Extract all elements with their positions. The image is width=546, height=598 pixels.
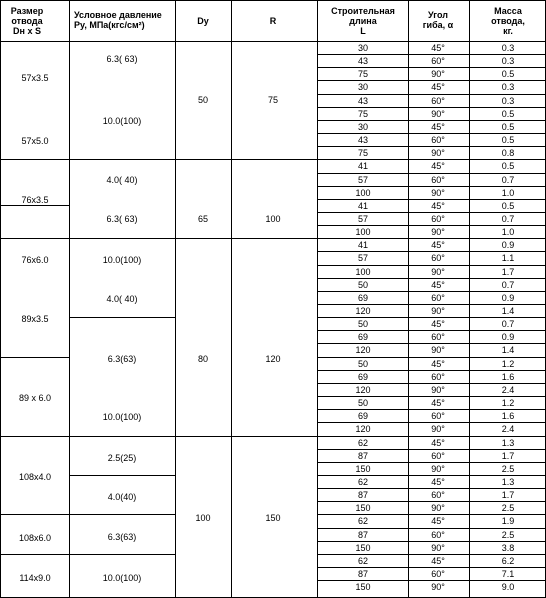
angle-cell: 90°	[431, 227, 445, 238]
row-divider	[317, 554, 546, 555]
row-divider	[317, 370, 546, 371]
mass-cell: 1.4	[501, 345, 515, 356]
angle-cell: 45°	[431, 200, 445, 211]
angle-cell: 60°	[431, 95, 445, 106]
length-cell: 69	[357, 411, 369, 422]
row-divider	[317, 541, 546, 542]
mass-cell: 1.7	[501, 266, 515, 277]
row-divider	[317, 567, 546, 568]
length-cell: 120	[355, 345, 371, 356]
angle-cell: 60°	[431, 213, 445, 224]
row-divider	[317, 343, 546, 344]
angle-cell: 45°	[431, 398, 445, 409]
angle-cell: 60°	[431, 332, 445, 343]
size-label: 57x5.0	[21, 136, 49, 146]
size-label: 108x4.0	[18, 472, 52, 482]
angle-cell: 45°	[431, 319, 445, 330]
row-divider	[317, 304, 546, 305]
length-cell: 41	[357, 200, 369, 211]
pressure-label: 10.0(100)	[102, 255, 142, 265]
length-cell: 100	[355, 266, 371, 277]
angle-cell: 45°	[431, 240, 445, 251]
pressure-label: 4.0( 40)	[106, 294, 138, 304]
length-cell: 120	[355, 424, 371, 435]
r-label: 75	[267, 95, 279, 105]
angle-cell: 45°	[431, 476, 445, 487]
row-divider	[317, 330, 546, 331]
mass-cell: 2.5	[501, 529, 515, 540]
row-divider	[317, 357, 546, 358]
row-divider	[317, 251, 546, 252]
r-label: 150	[265, 513, 281, 523]
length-cell: 30	[357, 121, 369, 132]
mass-cell: 6.2	[501, 555, 515, 566]
header-angle: Угол гиба, α	[422, 10, 454, 30]
size-label: 89x3.5	[21, 314, 49, 324]
length-cell: 150	[355, 542, 371, 553]
angle-cell: 60°	[431, 253, 445, 264]
length-cell: 57	[357, 213, 369, 224]
column-divider	[175, 0, 176, 598]
length-cell: 50	[357, 358, 369, 369]
length-cell: 62	[357, 437, 369, 448]
dy-label: 65	[197, 214, 209, 224]
row-divider	[317, 488, 546, 489]
length-cell: 87	[357, 569, 369, 579]
length-cell: 75	[357, 108, 369, 119]
mass-cell: 1.1	[501, 253, 515, 264]
angle-cell: 90°	[431, 187, 445, 198]
length-cell: 69	[357, 371, 369, 382]
pressure-label: 10.0(100)	[102, 573, 142, 583]
row-divider	[317, 514, 546, 515]
pressure-label: 2.5(25)	[107, 453, 137, 463]
row-divider	[317, 80, 546, 81]
row-divider	[317, 462, 546, 463]
pressure-label: 6.3( 63)	[106, 54, 138, 64]
mass-cell: 0.9	[501, 332, 515, 343]
mass-cell: 1.2	[501, 358, 515, 369]
length-cell: 87	[357, 490, 369, 501]
mass-cell: 2.4	[501, 424, 515, 435]
mass-cell: 1.6	[501, 411, 515, 422]
length-cell: 43	[357, 56, 369, 67]
angle-cell: 60°	[431, 371, 445, 382]
angle-cell: 90°	[431, 424, 445, 435]
size-label: 57x3.5	[21, 73, 49, 83]
mass-cell: 0.7	[501, 174, 515, 185]
row-divider	[317, 212, 546, 213]
dy-label: 50	[197, 95, 209, 105]
row-divider	[317, 107, 546, 108]
pressure-label: 6.3(63)	[107, 532, 137, 542]
mass-cell: 0.9	[501, 240, 515, 251]
r-label: 100	[265, 214, 281, 224]
length-cell: 75	[357, 69, 369, 80]
angle-cell: 90°	[431, 266, 445, 277]
mass-cell: 1.2	[501, 398, 515, 409]
row-divider	[317, 409, 546, 410]
mass-cell: 1.3	[501, 437, 515, 448]
group-divider	[69, 475, 175, 476]
row-divider	[317, 265, 546, 266]
mass-cell: 0.3	[501, 95, 515, 106]
length-cell: 30	[357, 82, 369, 93]
pressure-label: 4.0(40)	[107, 492, 137, 502]
pressure-label: 10.0(100)	[102, 412, 142, 422]
angle-cell: 45°	[431, 358, 445, 369]
length-cell: 120	[355, 384, 371, 395]
row-divider	[317, 396, 546, 397]
pressure-label: 6.3( 63)	[106, 214, 138, 224]
group-divider	[0, 514, 175, 515]
mass-cell: 0.5	[501, 69, 515, 80]
row-divider	[317, 449, 546, 450]
length-cell: 150	[355, 463, 371, 474]
row-divider	[317, 120, 546, 121]
length-cell: 41	[357, 240, 369, 251]
mass-cell: 0.8	[501, 148, 515, 159]
length-cell: 50	[357, 279, 369, 290]
header-dy: Dy	[197, 16, 209, 26]
row-divider	[317, 54, 546, 55]
mass-cell: 2.5	[501, 463, 515, 474]
angle-cell: 60°	[431, 529, 445, 540]
dy-label: 80	[197, 354, 209, 364]
column-divider	[69, 0, 70, 598]
column-divider	[408, 0, 409, 598]
mass-cell: 1.4	[501, 306, 515, 316]
mass-cell: 2.5	[501, 503, 515, 514]
group-divider	[0, 554, 175, 555]
length-cell: 62	[357, 476, 369, 487]
angle-cell: 90°	[431, 503, 445, 514]
angle-cell: 90°	[431, 463, 445, 474]
length-cell: 57	[357, 253, 369, 264]
row-divider	[317, 159, 546, 160]
dy-label: 100	[195, 513, 211, 523]
size-label: 76x6.0	[21, 255, 49, 265]
mass-cell: 1.6	[501, 371, 515, 382]
header-pressure: Условное давление Pу, МПа(кгс/см²)	[74, 10, 162, 30]
length-cell: 100	[355, 227, 371, 238]
row-divider	[317, 422, 546, 423]
mass-cell: 3.8	[501, 542, 515, 553]
angle-cell: 60°	[431, 56, 445, 67]
column-divider	[317, 0, 318, 598]
angle-cell: 45°	[431, 43, 445, 53]
mass-cell: 1.9	[501, 516, 515, 527]
row-divider	[317, 238, 546, 239]
row-divider	[317, 291, 546, 292]
size-label: 108x6.0	[18, 533, 52, 543]
header-divider	[0, 41, 546, 42]
angle-cell: 60°	[431, 450, 445, 461]
mass-cell: 0.5	[501, 161, 515, 172]
length-cell: 50	[357, 398, 369, 409]
group-divider	[175, 238, 317, 239]
column-divider	[0, 0, 1, 598]
column-divider	[469, 0, 470, 598]
length-cell: 120	[355, 306, 371, 316]
angle-cell: 45°	[431, 161, 445, 172]
row-divider	[317, 173, 546, 174]
length-cell: 69	[357, 332, 369, 343]
mass-cell: 1.0	[501, 227, 515, 238]
length-cell: 57	[357, 174, 369, 185]
length-cell: 150	[355, 503, 371, 514]
row-divider	[317, 146, 546, 147]
length-cell: 43	[357, 135, 369, 146]
mass-cell: 7.1	[501, 569, 515, 579]
angle-cell: 45°	[431, 121, 445, 132]
length-cell: 50	[357, 319, 369, 330]
row-divider	[317, 528, 546, 529]
group-divider	[0, 205, 69, 206]
row-divider	[317, 199, 546, 200]
group-divider	[0, 159, 175, 160]
row-divider	[317, 225, 546, 226]
header-r: R	[269, 16, 277, 26]
length-cell: 75	[357, 148, 369, 159]
length-cell: 62	[357, 555, 369, 566]
group-divider	[175, 159, 317, 160]
header-size: Размер отвода Dн x S	[10, 6, 44, 36]
pressure-label: 10.0(100)	[102, 116, 142, 126]
angle-cell: 45°	[431, 82, 445, 93]
mass-cell: 0.5	[501, 108, 515, 119]
angle-cell: 60°	[431, 135, 445, 146]
group-divider	[69, 317, 175, 318]
length-cell: 87	[357, 529, 369, 540]
mass-cell: 0.7	[501, 213, 515, 224]
row-divider	[317, 580, 546, 581]
angle-cell: 90°	[431, 345, 445, 356]
angle-cell: 45°	[431, 279, 445, 290]
angle-cell: 60°	[431, 569, 445, 579]
angle-cell: 45°	[431, 555, 445, 566]
angle-cell: 60°	[431, 411, 445, 422]
mass-cell: 0.5	[501, 121, 515, 132]
mass-cell: 0.3	[501, 82, 515, 93]
angle-cell: 45°	[431, 437, 445, 448]
row-divider	[317, 278, 546, 279]
row-divider	[317, 94, 546, 95]
mass-cell: 9.0	[501, 582, 515, 593]
mass-cell: 2.4	[501, 384, 515, 395]
angle-cell: 60°	[431, 292, 445, 303]
group-divider	[0, 357, 69, 358]
mass-cell: 0.3	[501, 56, 515, 67]
group-divider	[175, 436, 317, 437]
length-cell: 87	[357, 450, 369, 461]
angle-cell: 90°	[431, 148, 445, 159]
size-label: 89 x 6.0	[18, 393, 52, 403]
header-length: Строительная длина L	[331, 6, 395, 36]
length-cell: 43	[357, 95, 369, 106]
mass-cell: 0.5	[501, 135, 515, 146]
angle-cell: 60°	[431, 490, 445, 501]
length-cell: 41	[357, 161, 369, 172]
mass-cell: 0.5	[501, 200, 515, 211]
length-cell: 69	[357, 292, 369, 303]
row-divider	[317, 67, 546, 68]
length-cell: 100	[355, 187, 371, 198]
row-divider	[317, 186, 546, 187]
pressure-label: 4.0( 40)	[106, 175, 138, 185]
mass-cell: 0.3	[501, 43, 515, 53]
size-label: 114x9.0	[19, 573, 51, 583]
angle-cell: 90°	[431, 384, 445, 395]
column-divider	[231, 0, 232, 598]
row-divider	[317, 501, 546, 502]
mass-cell: 1.7	[501, 490, 515, 501]
pressure-label: 6.3(63)	[107, 354, 137, 364]
row-divider	[317, 383, 546, 384]
angle-cell: 90°	[431, 69, 445, 80]
row-divider	[317, 133, 546, 134]
row-divider	[317, 475, 546, 476]
angle-cell: 60°	[431, 174, 445, 185]
mass-cell: 1.0	[501, 187, 515, 198]
group-divider	[0, 238, 175, 239]
table-top-border	[0, 0, 546, 1]
angle-cell: 45°	[431, 516, 445, 527]
row-divider	[317, 436, 546, 437]
angle-cell: 90°	[431, 582, 445, 593]
length-cell: 62	[357, 516, 369, 527]
mass-cell: 1.3	[501, 476, 515, 487]
mass-cell: 0.7	[501, 279, 515, 290]
header-mass: Масса отвода, кг.	[491, 6, 525, 36]
angle-cell: 90°	[431, 542, 445, 553]
r-label: 120	[265, 354, 281, 364]
row-divider	[317, 317, 546, 318]
mass-cell: 0.7	[501, 319, 515, 330]
mass-cell: 0.9	[501, 292, 515, 303]
length-cell: 150	[355, 582, 371, 593]
group-divider	[0, 436, 175, 437]
angle-cell: 90°	[431, 108, 445, 119]
size-label: 76x3.5	[21, 195, 49, 205]
angle-cell: 90°	[431, 306, 445, 316]
length-cell: 30	[357, 43, 369, 53]
mass-cell: 1.7	[501, 450, 515, 461]
